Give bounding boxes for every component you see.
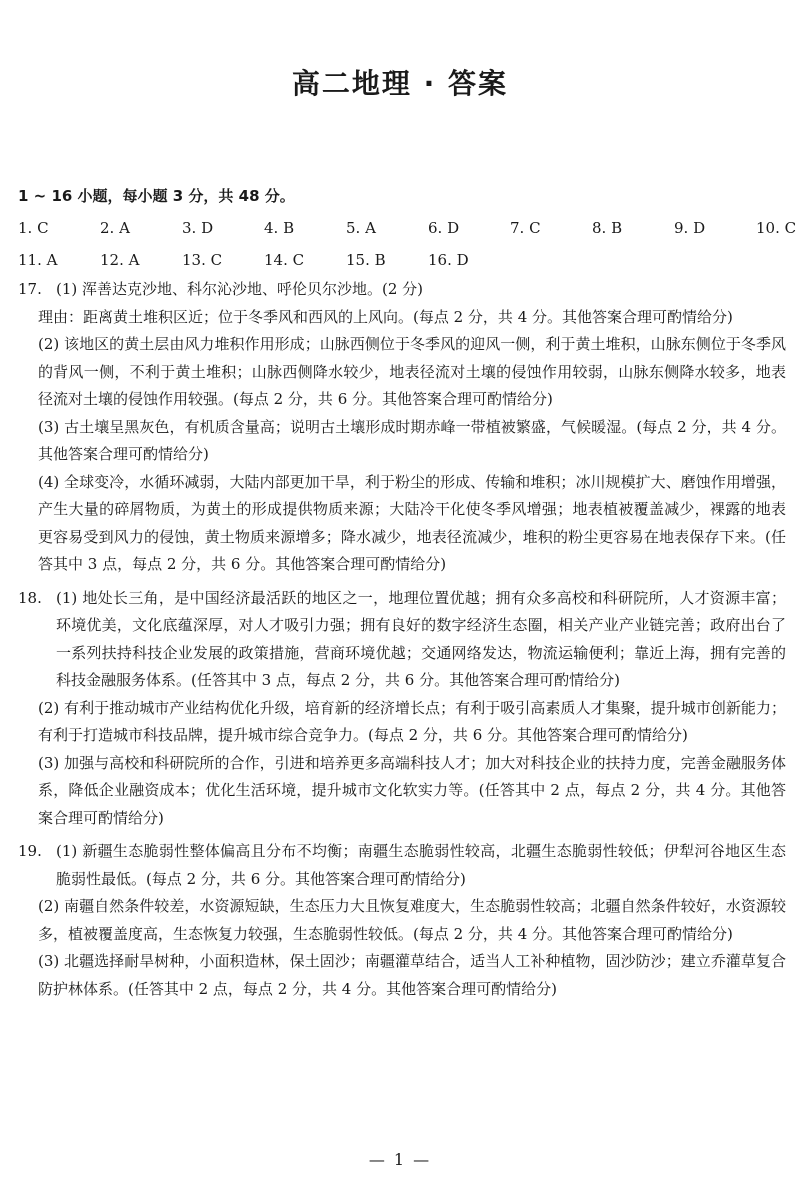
mc-header: 1 ~ 16 小题，每小题 3 分，共 48 分。 [18, 187, 295, 205]
mc-answer: 11. A [18, 251, 58, 269]
page-number: — 1 — [368, 1150, 432, 1169]
mc-answer: 10. C [756, 219, 797, 237]
q19-part2: (2) 南疆自然条件较差，水资源短缺，生态压力大且恢复难度大，生态脆弱性较高；北疆自然条件较好，水资源较多，植被覆盖度高，生态恢复力较强，生态脆弱性较低。(每点 2 分，共 4 分。其他答案合理可酌情给分) [38, 897, 786, 943]
q19-number: 19. [18, 842, 42, 860]
q17-part2: (2) 该地区的黄土层由风力堆积作用形成；山脉西侧位于冬季风的迎风一侧，利于黄土堆积，山脉东侧位于冬季风的背风一侧，不利于黄土堆积；山脉西侧降水较少，地表径流对土壤的侵蚀作用较弱，山脉东侧降水较多，地表径流对土壤的侵蚀作用较强。(每点 2 分，共 6 分。其他答案合理可酌情给分) [38, 335, 786, 408]
mc-answer: 14. C [264, 251, 305, 269]
q18-number: 18. [18, 588, 42, 607]
mc-answer: 8. B [592, 219, 623, 237]
mc-answer: 15. B [346, 251, 386, 269]
q19-part1-text: (1) 新疆生态脆弱性整体偏高且分布不均衡；南疆生态脆弱性较高，北疆生态脆弱性较低；伊犁河谷地区生态脆弱性最低。(每点 2 分，共 6 分。其他答案合理可酌情给分) [56, 842, 786, 888]
mc-answer: 7. C [510, 219, 541, 237]
q19-part1 [18, 838, 786, 893]
q18-part1 [18, 585, 786, 695]
mc-answer: 1. C [18, 219, 49, 237]
mc-answer: 16. D [428, 251, 469, 269]
mc-row-2 [18, 244, 786, 276]
mc-answer: 13. C [182, 251, 223, 269]
q18-part2: (2) 有利于推动城市产业结构优化升级，培育新的经济增长点；有利于吸引高素质人才集聚，提升城市创新能力；有利于打造城市科技品牌，提升城市综合竞争力。(每点 2 分，共 6 分。其他答案合理可酌情给分) [38, 698, 786, 744]
mc-answer: 9. D [674, 219, 706, 237]
q19-part3: (3) 北疆选择耐旱树种，小面积造林，保土固沙；南疆灌草结合，适当人工补种植物，固沙防沙；建立乔灌草复合防护林体系。(任答其中 2 点，每点 2 分，共 4 分。其他答案合理可酌情给分) [38, 952, 786, 998]
answer-content [18, 180, 797, 1003]
mc-row-1 [18, 212, 797, 244]
q17-part1 [18, 276, 786, 304]
page-title: 高二地理 · 答案 [291, 67, 509, 100]
q17-part4: (4) 全球变冷，水循环减弱，大陆内部更加干旱，利于粉尘的形成、传输和堆积；冰川规模扩大、磨蚀作用增强，产生大量的碎屑物质，为黄土的形成提供物质来源；大陆冷干化使冬季风增强；地表植被覆盖减少，裸露的地表更容易受到风力的侵蚀，黄土物质来源增多；降水减少，地表径流减少，堆积的粉尘更容易在地表保存下来。(任答其中 3 点，每点 2 分，共 6 分。其他答案合理可酌情给分) [38, 472, 786, 573]
q17-part1-text: (1) 浑善达克沙地、科尔沁沙地、呼伦贝尔沙地。(2 分) [56, 280, 424, 298]
mc-answer: 2. A [100, 219, 130, 237]
q17-number: 17. [18, 280, 42, 298]
mc-answer: 4. B [264, 219, 295, 237]
mc-answer: 12. A [100, 251, 140, 269]
q18-part3: (3) 加强与高校和科研院所的合作，引进和培养更多高端科技人才；加大对科技企业的扶持力度，完善金融服务体系，降低企业融资成本；优化生活环境，提升城市文化软实力等。(任答其中 2 点，每点 2 分，共 4 分。其他答案合理可酌情给分) [38, 753, 786, 827]
q18-part1-text: (1) 地处长三角，是中国经济最活跃的地区之一，地理位置优越；拥有众多高校和科研院所，人才资源丰富；环境优美，文化底蕴深厚，对人才吸引力强；拥有良好的数字经济生态圈，相关产业产业链完善；政府出台了一系列扶持科技企业发展的政策措施，营商环境优越；交通网络发达，物流运输便利；靠近上海，拥有完善的科技金融服务体系。(任答其中 3 点，每点 2 分，共 6 分。其他答案合理可酌情给分) [56, 588, 786, 689]
mc-answer: 5. A [346, 219, 376, 237]
mc-answer: 3. D [182, 219, 214, 237]
q17-part3: (3) 古土壤呈黑灰色，有机质含量高；说明古土壤形成时期赤峰一带植被繁盛，气候暖湿。(每点 2 分，共 4 分。其他答案合理可酌情给分) [38, 417, 786, 463]
q17-part1-reason: 理由：距离黄土堆积区近；位于冬季风和西风的上风向。(每点 2 分，共 4 分。其他答案合理可酌情给分) [38, 307, 733, 326]
mc-answer: 6. D [428, 219, 460, 237]
